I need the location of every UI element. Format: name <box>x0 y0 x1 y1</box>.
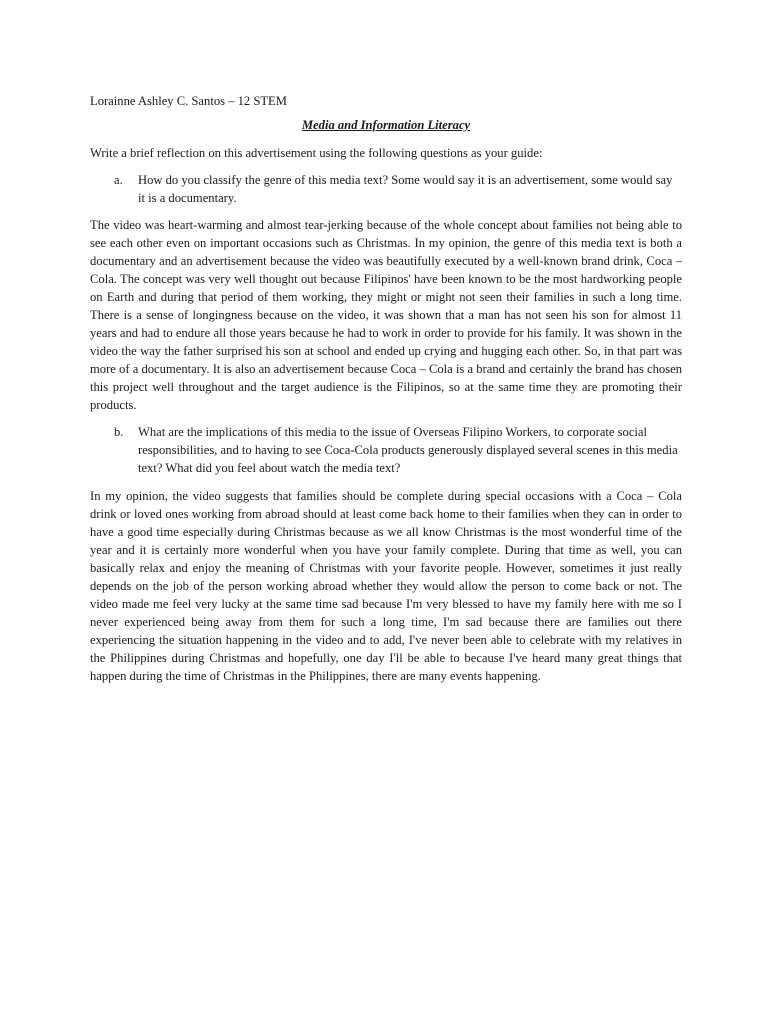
author-line: Lorainne Ashley C. Santos – 12 STEM <box>90 94 287 108</box>
document-title: Media and Information Literacy <box>301 118 471 132</box>
answer-a: The video was heart-warming and almost tear-jerking because of the whole concept about families not being able to see each other even on important occasions such as Christmas. In my opinion, the genre of this media text is both a documentary and an advertisement because the video was beautifully executed by a well-known brand drink, Coca – Cola. The concept was very well thought out because Filipinos' have been known to be the most hardworking people on Earth and during that period of them working, they might or might not seen their families in such a long time. There is a sense of longingness because on the video, it was shown that a man has not seen his son for almost 11 years and had to endure all those years because he had to work in order to provide for his family. It was shown in the video the way the father surprised his son at school and ended up crying and hugging each other. So, in that part was more of a documentary. It is also an advertisement because Coca – Cola is a brand and certainly the brand has chosen this project well throughout and the target audience is the Filipinos, so at the same time they are promoting their products. <box>90 218 682 412</box>
question-letter: b. <box>114 425 124 439</box>
question-text: What are the implications of this media to the issue of Overseas Filipino Workers, to corporate social responsibilities, and to having to see Coca-Cola products generously displayed several scenes in this media text? What did you feel about watch the media text? <box>138 425 678 475</box>
instructions: Write a brief reflection on this advertisement using the following questions as your guide: <box>90 146 543 160</box>
answer-b: In my opinion, the video suggests that families should be complete during special occasions with a Coca – Cola drink or loved ones working from abroad should at least come back home to their families when they can in order to have a good time especially during Christmas because as we all know Christmas is the most wonderful time of the year and it is certainly more wonderful when you have your family complete. During that time as well, you can basically relax and enjoy the meaning of Christmas with your favorite people. However, sometimes it just really depends on the job of the person working abroad whether they would allow the person to come back or not. The video made me feel very lucky at the same time sad because I'm very blessed to have my family here with me so I never experienced being away from them for such a long time, I'm sad because there are families out there experiencing the situation happening in the video and to add, I've never been able to celebrate with my relatives in the Philippines during Christmas and hopefully, one day I'll be able to because I've heard many great things that happen during the time of Christmas in the Philippines, there are many events happening. <box>90 489 682 683</box>
question-text: How do you classify the genre of this media text? Some would say it is an advertisement, some would say it is a documentary. <box>138 173 673 205</box>
question-a <box>90 171 682 207</box>
question-letter: a. <box>114 173 123 187</box>
question-b <box>90 423 682 477</box>
document-body <box>90 92 682 694</box>
